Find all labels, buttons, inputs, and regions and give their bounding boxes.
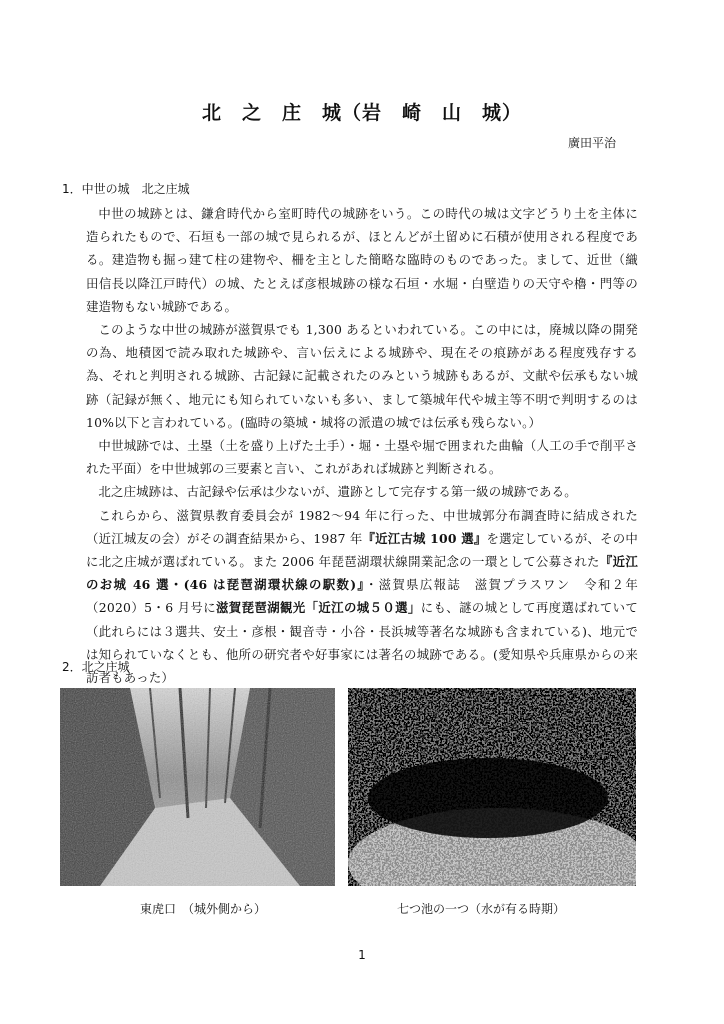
text-segment: このような中世の城跡が滋賀県でも 1,300 あるといわれている。この中には，廃城以降の開発の為、地積図で読み取れた城跡や、言い伝えによる城跡や、現在その痕跡がある程度残存する為、それと判明される城跡、古記録に記載されたのみという城跡もあるが、文献や伝承もない城跡（記録が無く、地元にも知られていないも多い、まして築城年代や城主等不明で判明するのは 10%以下と言われている。(臨時の築城・城将の派遣の城では伝承も残らない。） xyxy=(86,322,638,430)
bold-text-segment: 滋賀琵琶湖観光「近江の城５０選」 xyxy=(216,600,421,616)
photo-caption: 七つ池の一つ（水が有る時期） xyxy=(397,902,566,916)
section-2-heading: 2．北之庄城 xyxy=(62,660,130,674)
text-segment: これらから、滋賀県教育委員会が 1982～94 年に行った、中世城郭分布調査時に結成された（近江城友の会）がその調査結果から、1987 年 xyxy=(86,507,638,546)
bold-text-segment: 『近江のお城 46 選・(46 は琵琶湖環状線の駅数)』 xyxy=(86,554,638,593)
page-number: 1 xyxy=(358,948,366,962)
bold-text-segment: 『近江古城 100 選』 xyxy=(362,530,487,546)
document-title: 北 之 庄 城（岩 崎 山 城） xyxy=(201,102,522,124)
text-segment: 中世城跡では、土塁（土を盛り上げた土手）・堀・土塁や堀で囲まれた曲輪（人工の手で削平された平面）を中世城郭の三要素と言い、これがあれば城跡と判断される。 xyxy=(86,438,638,477)
section-1-heading: 1．中世の城 北之庄城 xyxy=(62,182,190,196)
body-paragraph xyxy=(86,480,638,503)
body-paragraph xyxy=(86,318,638,434)
text-segment: 北之庄城跡は、古記録や伝承は少ないが、遺跡として完存する第一級の城跡である。 xyxy=(98,484,577,500)
photo-caption: 東虎口 （城外側から） xyxy=(140,902,267,916)
text-segment: ・滋賀県広報誌 滋賀プラスワン 令和２年（2020）5・6 月号に xyxy=(86,577,638,616)
text-segment: 中世の城跡とは、鎌倉時代から室町時代の城跡をいう。この時代の城は文字どうり土を主体に造られたもので、石垣も一部の城で見られるが、ほとんどが土留めに石積が使用される程度である。建造物も掘っ建て柱の建物や、柵を主とした簡略な臨時のものであった。まして、近世（織田信長以降江戸時代）の城、たとえば彦根城跡の様な石垣・水堀・白壁造りの天守や櫓・門等の建造物もない城跡である。 xyxy=(86,206,638,314)
photo-east-gate xyxy=(60,688,335,886)
photo-pond xyxy=(348,688,636,886)
section-1-body xyxy=(86,202,638,689)
body-paragraph xyxy=(86,202,638,318)
body-paragraph xyxy=(86,504,638,690)
text-segment: にも、謎の城として再度選ばれていて（此れらには３選共、安土・彦根・観音寺・小谷・長浜城等著名な城跡も含まれている)、地元では知られていなくとも、他所の研究者や好事家には著名の城跡である。(愛知県や兵庫県からの来訪者もあった） xyxy=(86,600,639,686)
text-segment: を選定しているが、その中に北之庄城が選ばれている。また 2006 年琵琶湖環状線開業記念の一環として公募された xyxy=(86,530,638,570)
body-paragraph xyxy=(86,434,638,480)
author-name: 廣田平治 xyxy=(567,136,616,150)
